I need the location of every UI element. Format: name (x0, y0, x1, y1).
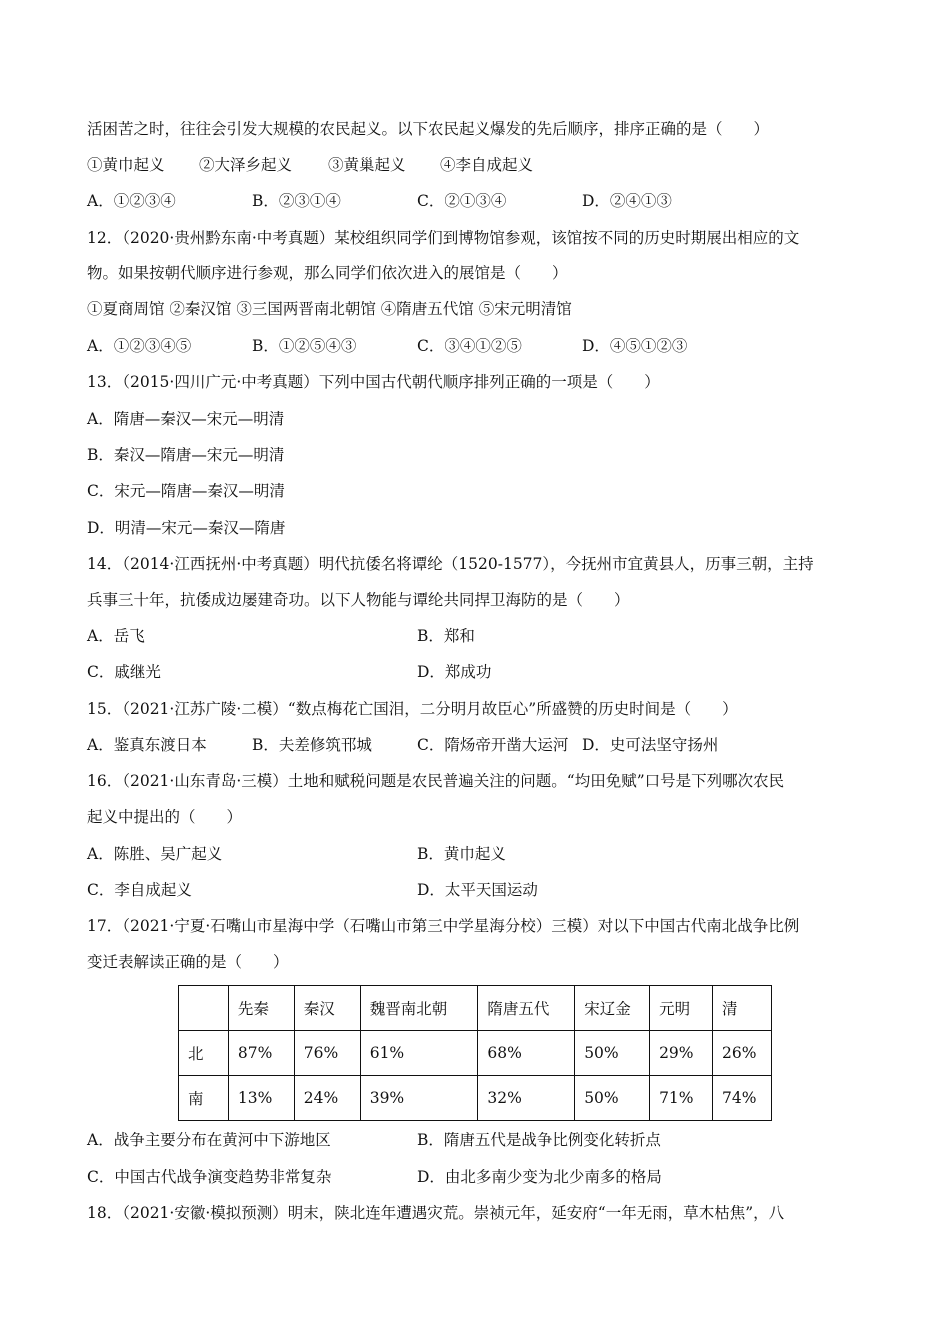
table-cell: 68% (478, 1031, 575, 1076)
table-cell: 39% (360, 1076, 478, 1121)
q15-stem: 15．（2021·江苏广陵·二模）“数点梅花亡国泪，二分明月故臣心”所盛赞的历史时间是（ ） (87, 700, 738, 718)
table-cell: 24% (294, 1076, 360, 1121)
q16-option-d: D．太平天国运动 (417, 881, 538, 899)
q14-option-a: A．岳飞 (87, 627, 145, 645)
q11-item-4: ④李自成起义 (440, 156, 534, 174)
q15-option-d: D．史可法坚守扬州 (582, 736, 719, 754)
q12-option-c: C．③④①②⑤ (417, 337, 522, 355)
q16-option-c: C．李自成起义 (87, 881, 192, 899)
q11-option-c: C．②①③④ (417, 192, 507, 210)
q13-option-c: C．宋元—隋唐—秦汉—明清 (87, 482, 285, 500)
table-corner-cell (179, 986, 229, 1031)
q12-option-d: D．④⑤①②③ (582, 337, 688, 355)
q12-option-b: B．①②⑤④③ (252, 337, 357, 355)
q12-stem-line-1: 12．（2020·贵州黔东南·中考真题）某校组织同学们到博物馆参观，该馆按不同的历史时期展出相应的文 (87, 229, 800, 247)
q11-option-a: A．①②③④ (87, 192, 176, 210)
table-header-cell: 宋辽金 (575, 986, 650, 1031)
q14-option-d: D．郑成功 (417, 663, 492, 681)
q11-item-1: ①黄巾起义 (87, 156, 165, 174)
table-cell: 13% (228, 1076, 294, 1121)
q16-stem-line-1: 16．（2021·山东青岛·三模）土地和赋税问题是农民普遍关注的问题。“均田免赋”口号是下列哪次农民 (87, 772, 785, 790)
q17-stem-line-1: 17．（2021·宁夏·石嘴山市星海中学（石嘴山市第三中学星海分校）三模）对以下中国古代南北战争比例 (87, 917, 800, 935)
q13-option-d: D．明清—宋元—秦汉—隋唐 (87, 519, 286, 537)
table-header-cell: 元明 (650, 986, 713, 1031)
table-row (179, 1031, 772, 1076)
q13-option-a: A．隋唐—秦汉—宋元—明清 (87, 410, 285, 428)
q12-items: ①夏商周馆 ②秦汉馆 ③三国两晋南北朝馆 ④隋唐五代馆 ⑤宋元明清馆 (87, 300, 572, 318)
q11-option-d: D．②④①③ (582, 192, 672, 210)
table-header-cell: 先秦 (228, 986, 294, 1031)
table-cell: 26% (712, 1031, 771, 1076)
table-row (179, 1076, 772, 1121)
table-header-cell: 隋唐五代 (478, 986, 575, 1031)
table-cell: 50% (575, 1076, 650, 1121)
table-row-label: 南 (179, 1076, 229, 1121)
table-cell: 87% (228, 1031, 294, 1076)
q16-option-b: B．黄巾起义 (417, 845, 506, 863)
table-cell: 50% (575, 1031, 650, 1076)
table-cell: 74% (712, 1076, 771, 1121)
q15-option-b: B．夫差修筑邗城 (252, 736, 372, 754)
table-cell: 61% (360, 1031, 478, 1076)
q14-stem-line-2: 兵事三十年，抗倭成边屡建奇功。以下人物能与谭纶共同捍卫海防的是（ ） (87, 591, 630, 609)
table-row-label: 北 (179, 1031, 229, 1076)
q14-stem-line-1: 14．（2014·江西抚州·中考真题）明代抗倭名将谭纶（1520-1577），今抚州市宜黄县人，历事三朝，主持 (87, 555, 814, 573)
table-cell: 76% (294, 1031, 360, 1076)
table-cell: 71% (650, 1076, 713, 1121)
table-header-row (179, 986, 772, 1031)
q15-option-c: C．隋炀帝开凿大运河 (417, 736, 569, 754)
q11-item-3: ③黄巢起义 (328, 156, 406, 174)
q11-item-2: ②大泽乡起义 (199, 156, 293, 174)
table-cell: 29% (650, 1031, 713, 1076)
table-header-cell: 魏晋南北朝 (360, 986, 478, 1031)
q17-option-c: C．中国古代战争演变趋势非常复杂 (87, 1168, 332, 1186)
q15-option-a: A．鉴真东渡日本 (87, 736, 207, 754)
table-header-cell: 清 (712, 986, 771, 1031)
q11-option-b: B．②③①④ (252, 192, 341, 210)
q13-stem: 13．（2015·四川广元·中考真题）下列中国古代朝代顺序排列正确的一项是（ ） (87, 373, 660, 391)
q17-stem-line-2: 变迁表解读正确的是（ ） (87, 953, 289, 971)
q17-option-d: D．由北多南少变为北少南多的格局 (417, 1168, 662, 1186)
q11-stem-line: 活困苦之时，往往会引发大规模的农民起义。以下农民起义爆发的先后顺序，排序正确的是（ ） (87, 120, 770, 138)
table-cell: 32% (478, 1076, 575, 1121)
q17-option-b: B．隋唐五代是战争比例变化转折点 (417, 1131, 661, 1149)
q16-stem-line-2: 起义中提出的（ ） (87, 808, 243, 826)
q12-option-a: A．①②③④⑤ (87, 337, 192, 355)
q18-stem: 18．（2021·安徽·模拟预测）明末，陕北连年遭遇灾荒。崇祯元年，延安府“一年无雨，草木枯焦”，八 (87, 1204, 785, 1222)
q16-option-a: A．陈胜、吴广起义 (87, 845, 223, 863)
q14-option-b: B．郑和 (417, 627, 475, 645)
q17-option-a: A．战争主要分布在黄河中下游地区 (87, 1131, 331, 1149)
war-ratio-table (178, 985, 772, 1121)
q12-stem-line-2: 物。如果按朝代顺序进行参观，那么同学们依次进入的展馆是（ ） (87, 264, 568, 282)
q14-option-c: C．戚继光 (87, 663, 161, 681)
q13-option-b: B．秦汉—隋唐—宋元—明清 (87, 446, 285, 464)
table-header-cell: 秦汉 (294, 986, 360, 1031)
